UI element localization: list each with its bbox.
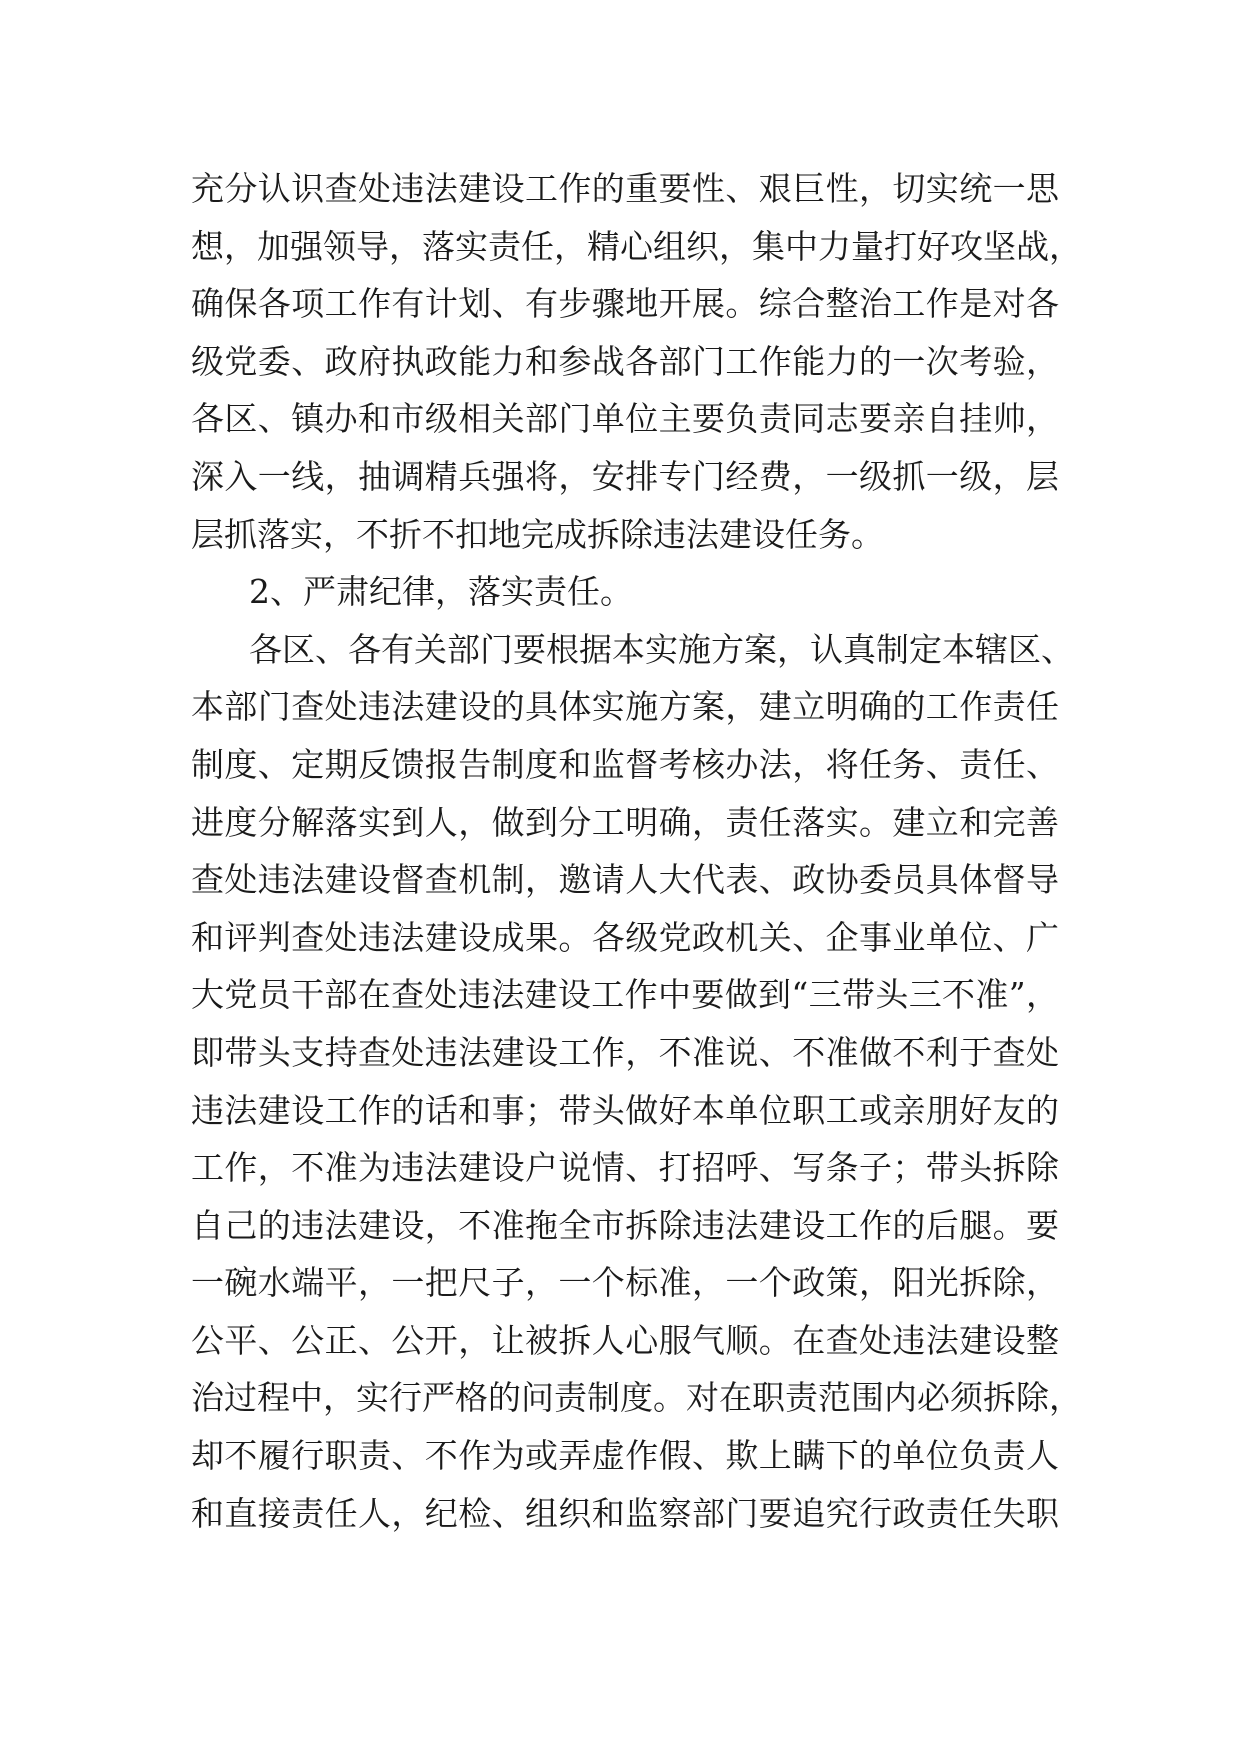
section-heading [191, 563, 1059, 621]
text-line: 自己的违法建设，不准拖全市拆除违法建设工作的后腿。要 [191, 1205, 1059, 1245]
text-line: 违法建设工作的话和事；带头做好本单位职工或亲朋好友的 [191, 1090, 1059, 1130]
heading-text: 2、严肃纪律，落实责任。 [249, 572, 633, 612]
text-line: 公平、公正、公开，让被拆人心服气顺。在查处违法建设整 [191, 1320, 1059, 1360]
text-line: 即带头支持查处违法建设工作，不准说、不准做不利于查处 [191, 1032, 1059, 1072]
text-line: 制度、定期反馈报告制度和监督考核办法，将任务、责任、 [191, 744, 1059, 784]
text-line: 充分认识查处违法建设工作的重要性、艰巨性，切实统一思 [191, 169, 1059, 208]
paragraph-1 [191, 160, 1082, 563]
text-line: 工作，不准为违法建设户说情、打招呼、写条子；带头拆除 [191, 1148, 1059, 1188]
text-line: 治过程中，实行严格的问责制度。对在职责范围内必须拆除， [191, 1378, 1082, 1418]
text-line: 本部门查处违法建设的具体实施方案，建立明确的工作责任 [191, 687, 1059, 727]
text-line: 和评判查处违法建设成果。各级党政机关、企事业单位、广 [191, 917, 1059, 957]
text-line: 深入一线，抽调精兵强将，安排专门经费，一级抓一级，层 [191, 456, 1059, 496]
text-line: 确保各项工作有计划、有步骤地开展。综合整治工作是对各 [191, 284, 1059, 324]
text-line: 大党员干部在查处违法建设工作中要做到“三带头三不准”， [191, 975, 1059, 1015]
document-body [191, 160, 1082, 1542]
text-line: 想，加强领导，落实责任，精心组织，集中力量打好攻坚战， [191, 226, 1082, 266]
text-line: 级党委、政府执政能力和参战各部门工作能力的一次考验， [191, 341, 1059, 381]
text-line: 各区、各有关部门要根据本实施方案，认真制定本辖区、 [249, 629, 1074, 669]
text-line: 查处违法建设督查机制，邀请人大代表、政协委员具体督导 [191, 860, 1059, 900]
paragraph-2 [191, 621, 1082, 1543]
text-line: 各区、镇办和市级相关部门单位主要负责同志要亲自挂帅， [191, 399, 1059, 439]
text-line: 一碗水端平，一把尺子，一个标准，一个政策，阳光拆除， [191, 1263, 1059, 1303]
text-line: 却不履行职责、不作为或弄虚作假、欺上瞒下的单位负责人 [191, 1436, 1059, 1476]
text-line: 层抓落实，不折不扣地完成拆除违法建设任务。 [191, 514, 884, 554]
text-line: 进度分解落实到人，做到分工明确，责任落实。建立和完善 [191, 802, 1059, 842]
text-line: 和直接责任人，纪检、组织和监察部门要追究行政责任失职 [191, 1493, 1059, 1533]
